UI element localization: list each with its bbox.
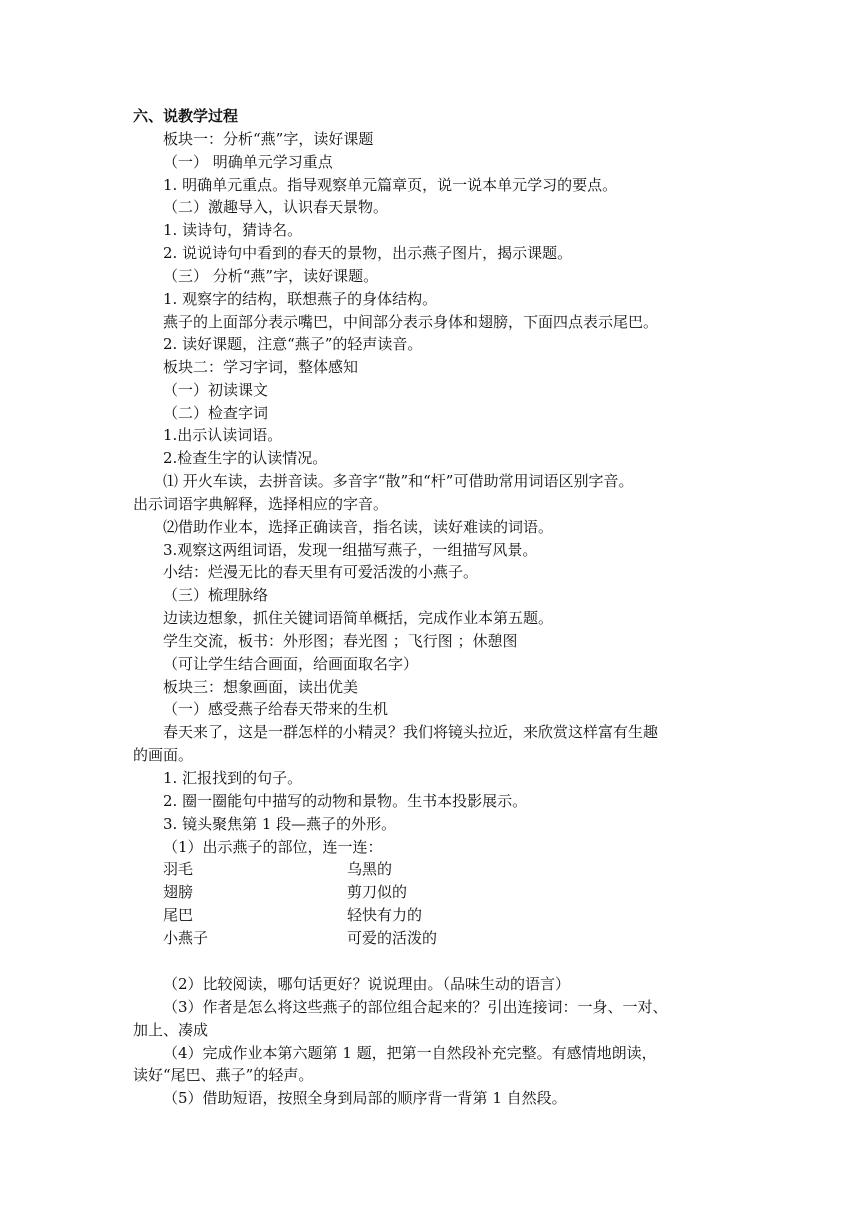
paragraph: （5）借助短语，按照全身到局部的顺序背一背第 1 自然段。 bbox=[163, 1089, 567, 1107]
paragraph: 读好“尾巴、燕子”的轻声。 bbox=[133, 1066, 314, 1084]
block-title: 板块一：分析“燕”字，读好课题 bbox=[163, 130, 374, 148]
paragraph: 的画面。 bbox=[133, 746, 194, 764]
subsection-heading: （一） 明确单元学习重点 bbox=[163, 153, 333, 171]
match-left-item: 翅膀 bbox=[163, 883, 194, 901]
paragraph: 燕子的上面部分表示嘴巴，中间部分表示身体和翅膀，下面四点表示尾巴。 bbox=[163, 313, 659, 331]
paragraph: 春天来了，这是一群怎样的小精灵？我们将镜头拉近，来欣赏这样富有生趣 bbox=[163, 723, 659, 741]
list-item: 1. 观察字的结构，联想燕子的身体结构。 bbox=[163, 290, 438, 308]
subsection-heading: （一）感受燕子给春天带来的生机 bbox=[163, 700, 389, 718]
list-item: 2. 说说诗句中看到的春天的景物，出示燕子图片，揭示课题。 bbox=[163, 244, 573, 262]
match-left-item: 小燕子 bbox=[163, 929, 209, 947]
block-title: 板块三：想象画面，读出优美 bbox=[163, 678, 359, 696]
match-right-item: 轻快有力的 bbox=[347, 906, 423, 924]
list-item: 2.检查生字的认读情况。 bbox=[163, 449, 328, 467]
match-right-item: 剪刀似的 bbox=[347, 883, 408, 901]
paragraph: 加上、凑成 bbox=[133, 1021, 209, 1039]
subsection-heading: （二）检查字词 bbox=[163, 404, 269, 422]
subsection-heading: （三） 分析“燕”字，读好课题。 bbox=[163, 267, 379, 285]
paragraph: 学生交流，板书：外形图；春光图 ；飞行图 ；休憩图 bbox=[163, 632, 518, 650]
match-title: （1）出示燕子的部位，连一连： bbox=[163, 838, 383, 856]
paragraph: （2）比较阅读，哪句话更好？说说理由。（品味生动的语言） bbox=[163, 975, 571, 993]
list-item: 1. 明确单元重点。指导观察单元篇章页，说一说本单元学习的要点。 bbox=[163, 176, 618, 194]
list-item: 1.出示认读词语。 bbox=[163, 426, 283, 444]
match-left-item: 尾巴 bbox=[163, 906, 194, 924]
subsection-heading: （三）梳理脉络 bbox=[163, 586, 269, 604]
list-item: 1. 读诗句，猜诗名。 bbox=[163, 221, 303, 239]
section-heading: 六、说教学过程 bbox=[133, 107, 239, 125]
list-item: 2. 读好课题，注意“燕子”的轻声读音。 bbox=[163, 335, 423, 353]
subsection-heading: （二）激趣导入，认识春天景物。 bbox=[163, 198, 389, 216]
list-item: 3. 镜头聚焦第 1 段—燕子的外形。 bbox=[163, 815, 397, 833]
paragraph: ⑴ 开火车读，去拼音读。多音字“散”和“杆”可借助常用词语区别字音。 bbox=[163, 472, 634, 490]
match-left-item: 羽毛 bbox=[163, 860, 194, 878]
paragraph: （可让学生结合画面，给画面取名字） bbox=[163, 655, 419, 673]
block-title: 板块二：学习字词，整体感知 bbox=[163, 358, 359, 376]
paragraph: 出示词语字典解释，选择相应的字音。 bbox=[133, 495, 389, 513]
list-item: 1. 汇报找到的句子。 bbox=[163, 769, 303, 787]
match-right-item: 乌黑的 bbox=[347, 860, 393, 878]
paragraph: ⑵借助作业本，选择正确读音，指名读，读好难读的词语。 bbox=[163, 518, 554, 536]
list-item: 3.观察这两组词语，发现一组描写燕子，一组描写风景。 bbox=[163, 541, 538, 559]
list-item: 2. 圈一圈能句中描写的动物和景物。生书本投影展示。 bbox=[163, 792, 528, 810]
subsection-heading: （一）初读课文 bbox=[163, 381, 269, 399]
paragraph: 边读边想象，抓住关键词语简单概括，完成作业本第五题。 bbox=[163, 609, 554, 627]
match-right-item: 可爱的活泼的 bbox=[347, 929, 438, 947]
paragraph: （4）完成作业本第六题第 1 题，把第一自然段补充完整。有感情地朗读， bbox=[163, 1044, 657, 1062]
paragraph: （3）作者是怎么将这些燕子的部位组合起来的？引出连接词：一身、一对、 bbox=[163, 998, 668, 1016]
paragraph: 小结：烂漫无比的春天里有可爱活泼的小燕子。 bbox=[163, 563, 479, 581]
